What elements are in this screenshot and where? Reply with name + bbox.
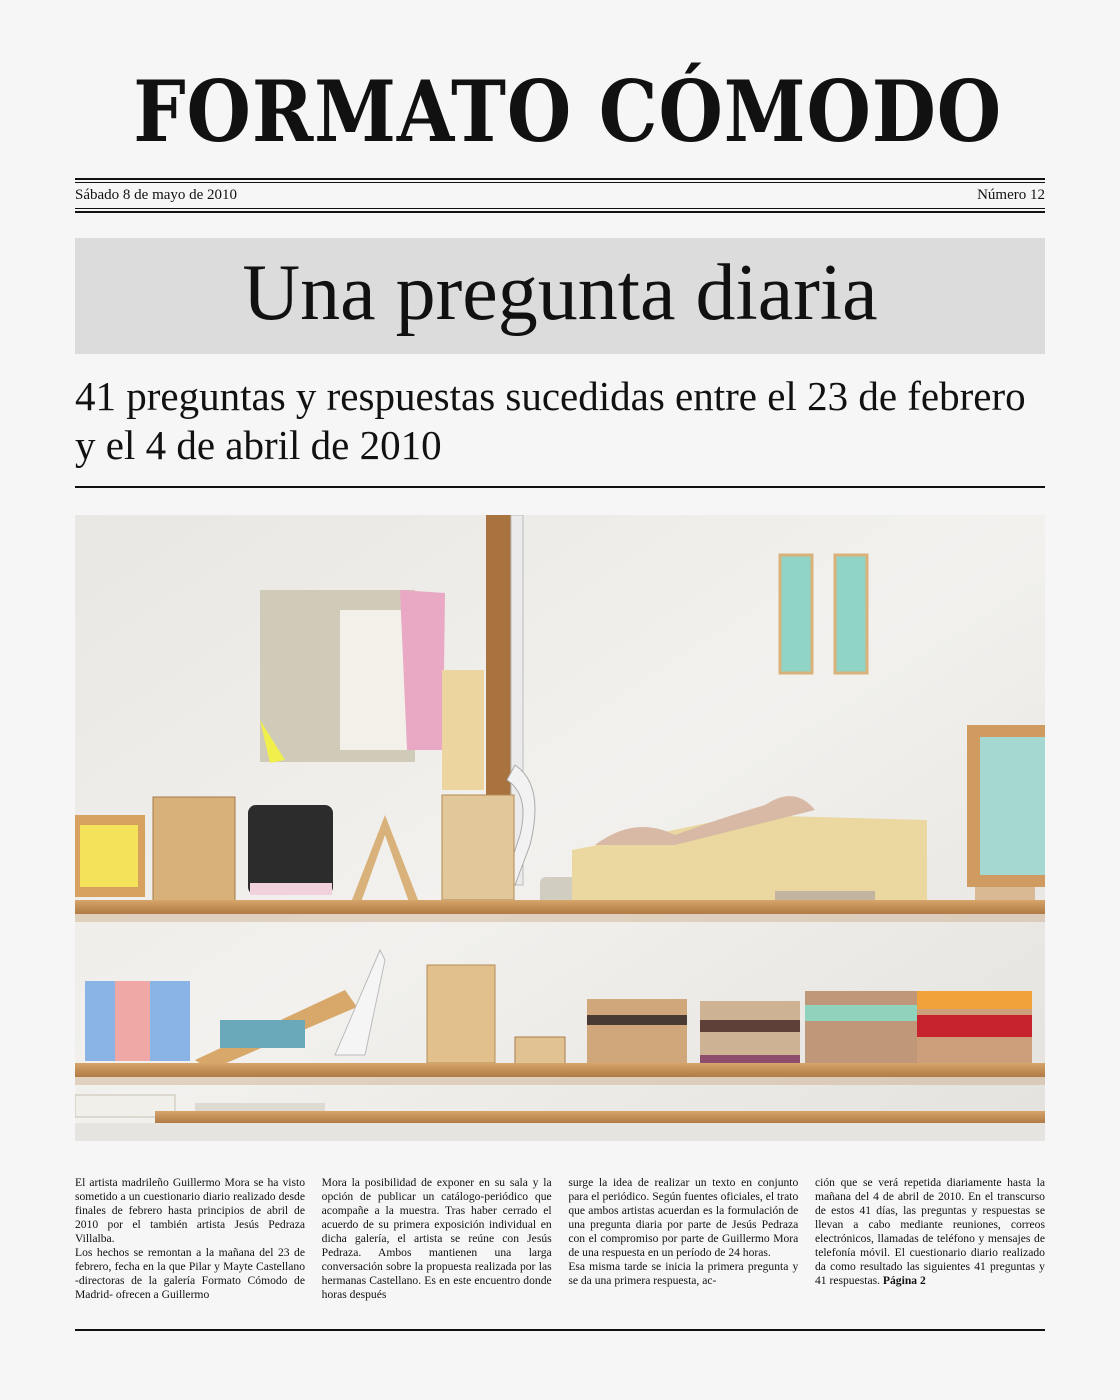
masthead-rule-top [75,178,1045,180]
article-column-3 [568,1176,798,1306]
article-paragraph: Los hechos se remontan a la mañana del 23 de febrero, fecha en la que Pilar y Mayte Castellano -directoras de la galería Formato Cómodo de Madrid- ofrecen a Guillermo [75,1246,305,1301]
continued-page-link[interactable]: Página 2 [882,1274,926,1287]
article-paragraph: Mora la posibilidad de exponer en su sala y la opción de publicar un catálogo-periódico que acompañe a la muestra. Tras haber cerrado el acuerdo de su primera exposición individual en dicha galería, el artista se reúne con Jesús Pedraza. Ambos mantienen una larga conversación sobre la propuesta realizada por las hermanas Castellano. Es en este encuentro donde horas después [321,1176,552,1301]
masthead-rule-top-thin [75,182,1045,183]
headline: Una pregunta diaria [242,249,878,337]
gallery-shelves-photo [75,515,1045,1141]
article-paragraph: Esa misma tarde se inicia la primera pregunta y se da una primera respuesta, ac- [568,1260,799,1287]
article-column-4 [815,1176,1045,1306]
issue-number: Número 12 [977,187,1045,203]
dateline-rule-thin [75,208,1045,209]
headline-band [75,238,1045,354]
article-paragraph [815,1176,1045,1288]
article-column-2 [322,1176,552,1306]
article-paragraph: El artista madrileño Guillermo Mora se ha visto sometido a un cuestionario diario realizado desde finales de febrero hasta principios de abril de 2010 por el también artista Jesús Pedraza Villalba. [75,1176,305,1245]
footer-rule [75,1329,1045,1331]
issue-date: Sábado 8 de mayo de 2010 [75,187,238,203]
subheadline-rule [75,486,1045,488]
article-paragraph: surge la idea de realizar un texto en conjunto para el periódico. Según fuentes oficiales, el trato que ambos artistas acuerdan es la formulación de una pregunta diaria por parte de Jesús Pedraza con el compromiso por parte de Guillermo Mora de una respuesta en un período de 24 horas. [568,1176,799,1259]
article-body [75,1176,1045,1306]
article-column-1 [75,1176,305,1306]
masthead-title: FORMATO CÓMODO [133,62,1003,161]
dateline-rule [75,211,1045,213]
article-paragraph-text: ción que se verá repetida diariamente hasta la mañana del 4 de abril de 2010. En el transcurso de estos 41 días, las preguntas y respuestas se llevan a cabo mediante reuniones, correos electrónicos, llamadas de teléfono y mensajes de telefonía móvil. El cuestionario diario realizado da como resultado las siguientes 41 preguntas y 41 respuestas. [814,1176,1045,1287]
dateline [75,185,1045,205]
subheadline: 41 preguntas y respuestas sucedidas entre el 23 de febrero y el 4 de abril de 2010 [75,373,1026,468]
